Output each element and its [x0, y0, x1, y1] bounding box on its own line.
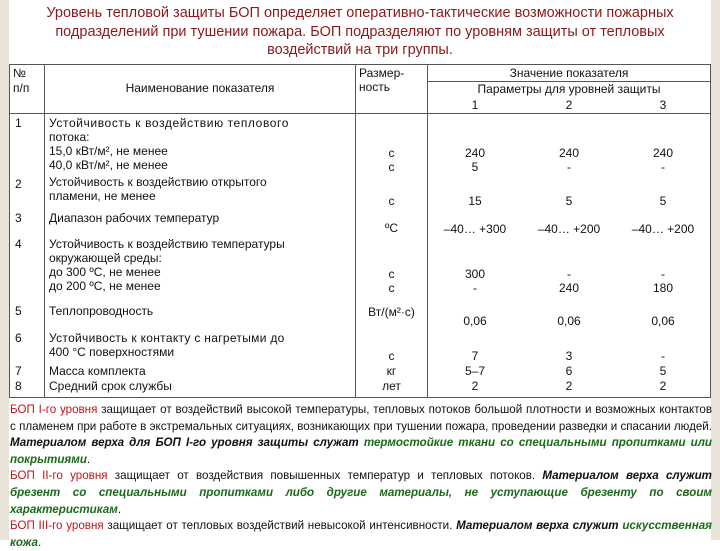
header-level-1: 1 [471, 98, 479, 112]
row-value: 300 [464, 267, 486, 281]
row-label: Устойчивость к контакту с нагретыми до [49, 331, 285, 345]
row-unit: лет [382, 379, 401, 393]
header-name: Наименование показателя [125, 81, 275, 95]
row-label: 40,0 кВт/м², не менее [49, 158, 168, 172]
row-label: потока: [49, 130, 90, 144]
slide-title: Уровень тепловой защиты БОП определяет оперативно-тактические возможности пожарных подразделений при тушении пожара. БОП подразделяют по уровням защиты от тепловых воздействий на три группы. [46, 5, 674, 58]
note-text: защищает от воздействий высокой температуры, тепловых потоков большой плотности и возможных контактов с пламенем при работе в экстремальных ситуациях, возникающих при тушении пожара, проведении разведки и спасании людей. [10, 403, 712, 433]
row-value: 3 [565, 349, 573, 363]
row-label: 15,0 кВт/м², не менее [49, 144, 168, 158]
row-value: 0,06 [557, 314, 581, 328]
row-value: - [473, 281, 477, 295]
row-label: Теплопроводность [49, 304, 154, 318]
row-value: 2 [471, 379, 479, 393]
row-unit: с [388, 194, 395, 208]
row-unit: с [388, 281, 395, 295]
note-italic-highlight: термостойкие ткани со специальными пропитками или покрытиями [10, 436, 712, 466]
row-value: 5 [659, 364, 667, 378]
row-value: - [661, 160, 665, 174]
row-value: 5 [565, 194, 573, 208]
row-value: 240 [652, 146, 674, 160]
row-value: - [567, 160, 571, 174]
row-label: Масса комплекта [49, 364, 146, 378]
row-value: 2 [659, 379, 667, 393]
row-number: 6 [15, 331, 22, 345]
note-lead: БОП III-го [10, 519, 63, 533]
header-params: Параметры для уровней защиты [477, 82, 661, 96]
note-italic-highlight: брезент со специальными пропитками либо другие материалы, не уступающие брезенту по своим характеристикам [10, 485, 712, 516]
note-level-1 [10, 402, 712, 468]
row-value: 0,06 [651, 314, 675, 328]
header-num: № [13, 66, 26, 80]
row-unit: с [388, 267, 395, 281]
row-value: 2 [565, 379, 573, 393]
note-lead: БОП I-го уровня [10, 403, 98, 416]
note-italic: Материалом верха для БОП I-го уровня защиты служат [10, 436, 364, 450]
row-label: Устойчивость к воздействию открытого [49, 175, 267, 189]
note-italic: Материалом верха служит [456, 519, 623, 533]
col-line-0 [9, 64, 10, 398]
row-unit: кг [386, 364, 397, 378]
row-value: - [661, 349, 665, 363]
note-lead: БОП II-го уровня [10, 469, 108, 483]
row-value: 15 [468, 194, 482, 208]
row-number: 3 [15, 211, 22, 225]
row-label: Средний срок службы [49, 379, 172, 393]
row-value: 5 [659, 194, 667, 208]
note-italic: Материалом верха служит [542, 469, 712, 483]
table-border-top [9, 64, 711, 65]
col-line-4 [710, 64, 711, 398]
note-lead-2: уровня [62, 519, 104, 533]
header-level-2: 2 [565, 98, 573, 112]
row-unit: с [388, 160, 395, 174]
row-value: 5–7 [464, 364, 486, 378]
row-number: 5 [15, 304, 22, 318]
row-unit: с [388, 349, 395, 363]
row-value: - [567, 267, 571, 281]
row-value: 7 [471, 349, 479, 363]
row-number: 7 [15, 364, 22, 378]
header-num-2: п/п [13, 81, 30, 95]
row-label: окружающей среды: [49, 251, 162, 265]
header-level-3: 3 [659, 98, 667, 112]
row-value: 6 [565, 364, 573, 378]
header-value: Значение показателя [509, 66, 629, 80]
col-line-1 [44, 64, 45, 398]
row-label: до 300 ºС, не менее [49, 265, 161, 279]
row-value: 240 [558, 146, 580, 160]
note-end: . [37, 535, 42, 549]
table-border-bottom [9, 397, 711, 398]
left-border [0, 0, 9, 540]
row-unit: ºС [384, 221, 399, 235]
row-label: Диапазон рабочих температур [49, 211, 220, 225]
row-value: –40… +200 [537, 222, 601, 236]
note-end: . [117, 502, 122, 516]
note-level-3 [10, 518, 712, 551]
row-value: - [661, 267, 665, 281]
row-number: 2 [15, 177, 22, 191]
row-label: до 200 ºС, не менее [49, 279, 161, 293]
row-value: –40… +200 [631, 222, 695, 236]
row-label: Устойчивость к воздействию теплового [49, 116, 290, 130]
note-text: защищает от тепловых воздействий невысокой интенсивности. [103, 519, 457, 533]
row-label: Устойчивость к воздействию температуры [49, 237, 285, 251]
header-unit-1: Размер- [359, 66, 405, 80]
note-end: . [86, 452, 91, 466]
header-unit-2: ность [359, 80, 391, 94]
note-italic-highlight: искусственная кожа [10, 519, 712, 549]
row-unit: Вт/(м²·с) [368, 305, 415, 319]
note-text: защищает от воздействия повышенных температур и тепловых потоков. [107, 469, 543, 483]
row-number: 4 [15, 237, 22, 251]
row-value: 240 [558, 281, 580, 295]
note-level-2 [10, 468, 712, 518]
parameters-table [9, 64, 711, 398]
row-label: 400 °С поверхностями [49, 345, 175, 359]
row-value: 180 [652, 281, 674, 295]
right-border [711, 0, 720, 540]
notes [10, 402, 712, 551]
header-divider [9, 113, 711, 114]
row-value: –40… +300 [443, 222, 507, 236]
row-value: 0,06 [463, 314, 487, 328]
row-number: 8 [15, 379, 22, 393]
row-label: пламени, не менее [49, 189, 156, 203]
row-number: 1 [15, 116, 22, 130]
row-value: 5 [471, 160, 479, 174]
row-unit: с [388, 146, 395, 160]
row-value: 240 [464, 146, 486, 160]
